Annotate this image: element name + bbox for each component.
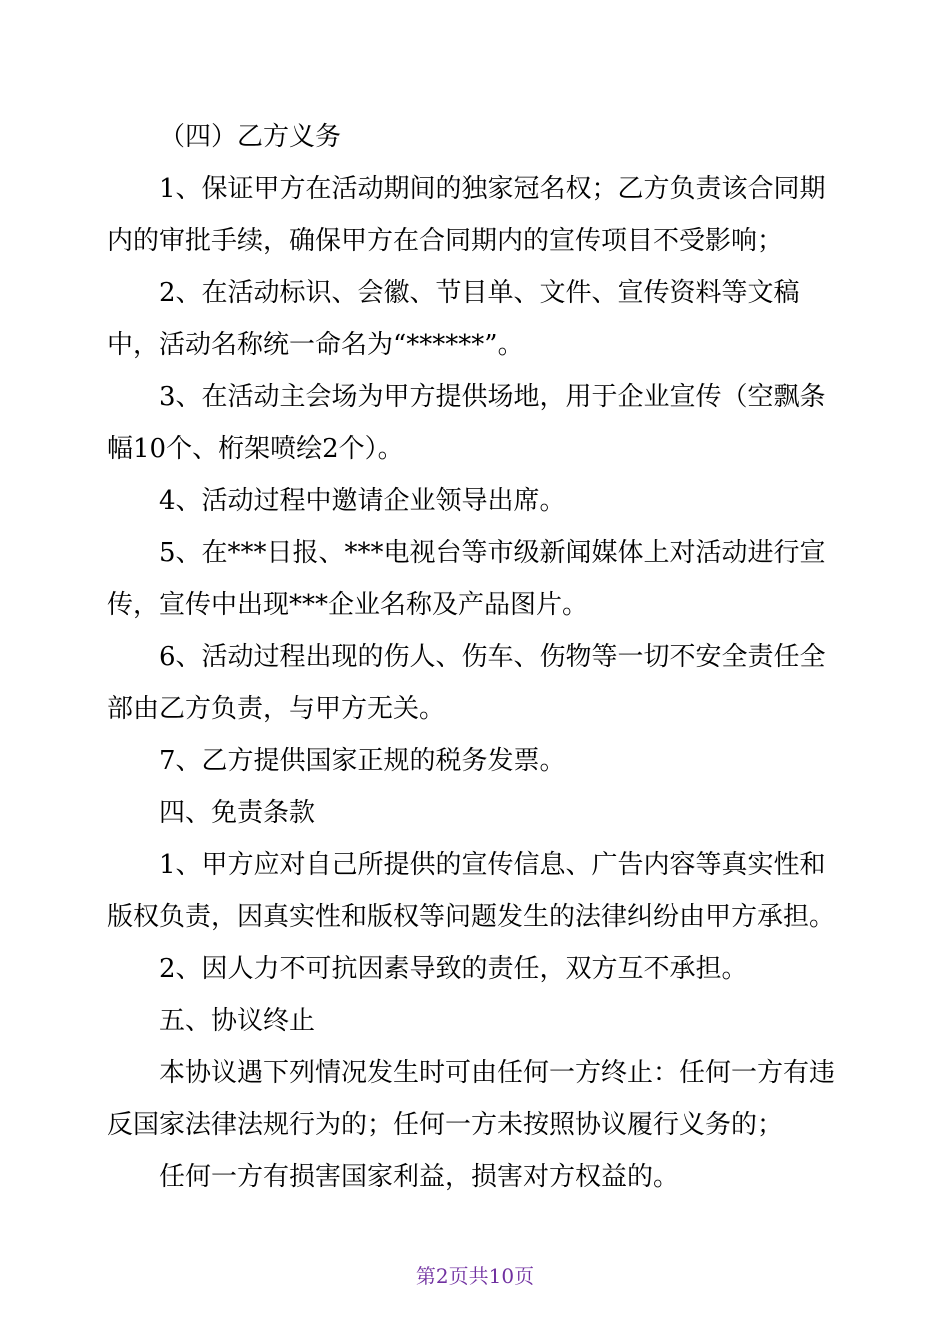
disclaimer-item-2: 2、因人力不可抗因素导致的责任，双方互不承担。 [159, 954, 748, 984]
obligation-item-1: 1、保证甲方在活动期间的独家冠名权；乙方负责该合同期内的审批手续，确保甲方在合同期内的宣传项目不受影响； [107, 174, 826, 256]
obligation-item-2: 2、在活动标识、会徽、节目单、文件、宣传资料等文稿中，活动名称统一命名为“******”。 [107, 278, 800, 360]
disclaimer-item-1: 1、甲方应对自己所提供的宣传信息、广告内容等真实性和版权负责，因真实性和版权等问题发生的法律纠纷由甲方承担。 [107, 850, 836, 932]
termination-clause: 本协议遇下列情况发生时可由任何一方终止：任何一方有违反国家法律法规行为的；任何一方未按照协议履行义务的； [107, 1058, 836, 1140]
section-heading-termination: 五、协议终止 [159, 1006, 316, 1036]
section-heading-disclaimer: 四、免责条款 [159, 798, 316, 828]
page-number-footer: 第2页共10页 [415, 1264, 535, 1288]
obligation-item-4: 4、活动过程中邀请企业领导出席。 [159, 486, 566, 516]
obligation-item-6: 6、活动过程出现的伤人、伤车、伤物等一切不安全责任全部由乙方负责，与甲方无关。 [107, 642, 826, 724]
section-heading-party-b-obligations: （四）乙方义务 [159, 122, 342, 152]
obligation-item-7: 7、乙方提供国家正规的税务发票。 [159, 746, 566, 776]
document-body [107, 111, 840, 1203]
termination-clause-continued: 任何一方有损害国家利益，损害对方权益的。 [159, 1162, 680, 1192]
obligation-item-5: 5、在***日报、***电视台等市级新闻媒体上对活动进行宣传，宣传中出现***企业名称及产品图片。 [107, 538, 826, 620]
obligation-item-3: 3、在活动主会场为甲方提供场地，用于企业宣传（空飘条幅10个、桁架喷绘2个）。 [107, 382, 826, 464]
